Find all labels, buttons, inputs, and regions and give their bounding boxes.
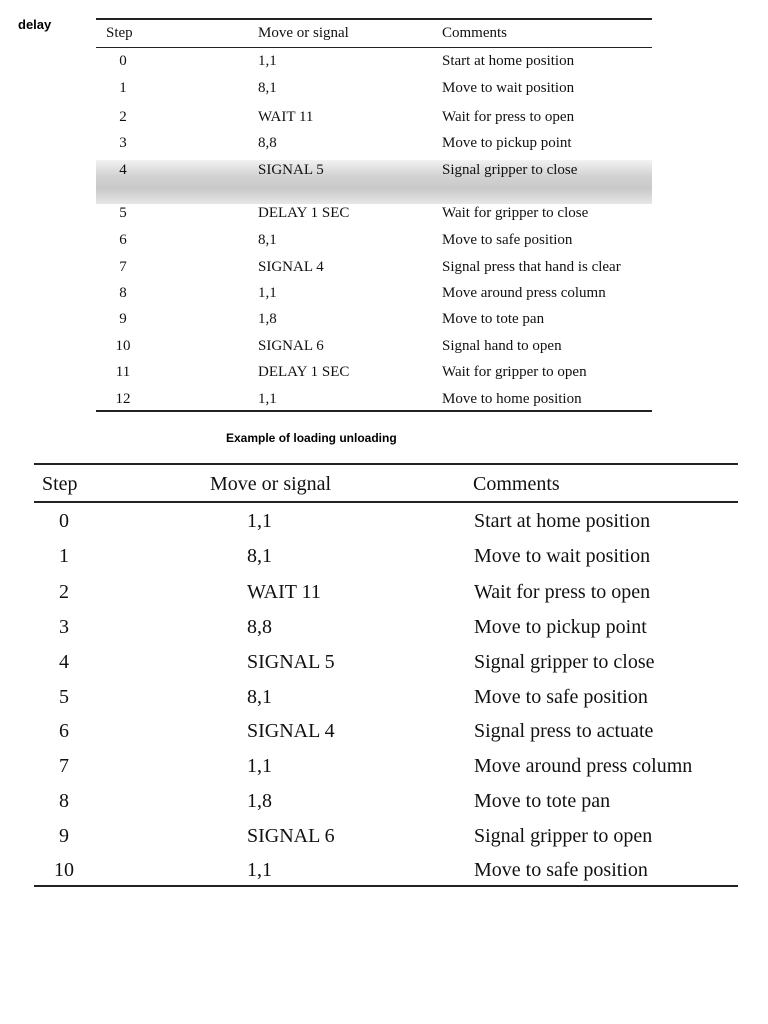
move-or-signal-cell: 1,1	[258, 285, 277, 301]
step-cell: 8	[119, 285, 127, 301]
table-row	[34, 786, 738, 816]
table-row	[96, 77, 652, 99]
comment-cell: Start at home position	[442, 53, 575, 69]
move-or-signal-cell: DELAY 1 SEC	[258, 364, 350, 380]
comment-cell: Move to home position	[442, 391, 582, 407]
comment-cell: Move to wait position	[442, 80, 575, 96]
table-row	[96, 361, 652, 383]
move-or-signal-cell: 1,1	[258, 53, 277, 69]
step-cell: 0	[59, 510, 69, 532]
move-or-signal-cell: 1,8	[258, 311, 277, 327]
move-or-signal-cell: SIGNAL 5	[247, 651, 335, 673]
step-cell: 5	[59, 686, 69, 708]
step-cell: 1	[119, 80, 127, 96]
step-cell: 7	[59, 755, 69, 777]
move-or-signal-cell: DELAY 1 SEC	[258, 205, 350, 221]
move-or-signal-cell: SIGNAL 5	[258, 162, 324, 178]
table-top-rule	[34, 463, 738, 465]
table-row	[96, 256, 652, 278]
step-cell: 3	[59, 616, 69, 638]
comment-cell: Wait for press to open	[474, 581, 651, 603]
table-bottom-rule	[34, 885, 738, 887]
step-cell: 5	[119, 205, 127, 221]
table-row	[96, 106, 652, 128]
table-row	[34, 855, 738, 885]
header-step: Step	[42, 473, 78, 495]
header-move-or-signal: Move or signal	[210, 473, 332, 495]
comment-cell: Start at home position	[474, 510, 651, 532]
move-or-signal-cell: 1,1	[258, 391, 277, 407]
table-row	[34, 682, 738, 712]
table-row	[96, 132, 652, 154]
move-or-signal-cell: 8,1	[258, 232, 277, 248]
table-row	[96, 308, 652, 330]
comment-cell: Signal gripper to open	[474, 825, 653, 847]
step-cell: 11	[115, 364, 131, 380]
header-move-or-signal: Move or signal	[258, 25, 349, 41]
table-row	[34, 541, 738, 571]
step-cell: 12	[115, 391, 131, 407]
table-bottom-rule	[96, 410, 652, 412]
move-or-signal-cell: 8,8	[247, 616, 272, 638]
table-row	[96, 229, 652, 251]
header-step: Step	[106, 25, 133, 41]
table-row	[34, 716, 738, 746]
comment-cell: Wait for press to open	[442, 109, 575, 125]
move-or-signal-cell: 1,1	[247, 755, 272, 777]
comment-cell: Signal press that hand is clear	[442, 259, 621, 275]
table-top-rule	[96, 18, 652, 20]
comment-cell: Move to wait position	[474, 545, 651, 567]
move-or-signal-cell: 1,1	[247, 859, 272, 881]
move-or-signal-cell: SIGNAL 4	[247, 720, 335, 742]
comment-cell: Wait for gripper to close	[442, 205, 589, 221]
step-cell: 9	[119, 311, 127, 327]
move-or-signal-cell: WAIT 11	[258, 109, 314, 125]
table-row	[34, 751, 738, 781]
table-row	[96, 159, 652, 181]
step-cell: 6	[119, 232, 127, 248]
move-or-signal-cell: 8,1	[247, 686, 272, 708]
step-cell: 10	[54, 859, 74, 881]
step-cell: 9	[59, 825, 69, 847]
table-row	[34, 577, 738, 607]
table-header-rule	[96, 47, 652, 48]
table-header-row	[34, 469, 738, 499]
table-header-row	[96, 22, 652, 44]
move-or-signal-cell: 8,8	[258, 135, 277, 151]
page-heading: delay	[18, 17, 52, 32]
step-cell: 0	[119, 53, 127, 69]
table-header-rule	[34, 501, 738, 503]
table-row	[96, 388, 652, 410]
header-comments: Comments	[473, 473, 560, 495]
figure-caption: Example of loading unloading	[226, 431, 397, 445]
table-row	[96, 282, 652, 304]
step-cell: 10	[115, 338, 131, 354]
comment-cell: Signal gripper to close	[474, 651, 655, 673]
comment-cell: Move around press column	[442, 285, 606, 301]
loading-unloading-table	[34, 463, 738, 888]
step-cell: 4	[119, 162, 127, 178]
comment-cell: Signal press to actuate	[474, 720, 654, 742]
comment-cell: Move to pickup point	[474, 616, 647, 638]
table-row	[96, 202, 652, 224]
table-row	[96, 50, 652, 72]
move-or-signal-cell: 8,1	[258, 80, 277, 96]
comment-cell: Wait for gripper to open	[442, 364, 587, 380]
step-cell: 3	[119, 135, 127, 151]
step-cell: 2	[119, 109, 127, 125]
step-cell: 8	[59, 790, 69, 812]
step-cell: 6	[59, 720, 69, 742]
comment-cell: Move to safe position	[474, 859, 648, 881]
comment-cell: Signal gripper to close	[442, 162, 578, 178]
move-or-signal-cell: 8,1	[247, 545, 272, 567]
delay-program-table	[96, 18, 652, 412]
comment-cell: Signal hand to open	[442, 338, 562, 354]
comment-cell: Move around press column	[474, 755, 693, 777]
move-or-signal-cell: 1,8	[247, 790, 272, 812]
comment-cell: Move to tote pan	[442, 311, 545, 327]
step-cell: 7	[119, 259, 127, 275]
move-or-signal-cell: SIGNAL 4	[258, 259, 324, 275]
move-or-signal-cell: WAIT 11	[247, 581, 321, 603]
step-cell: 4	[59, 651, 69, 673]
comment-cell: Move to safe position	[474, 686, 648, 708]
comment-cell: Move to tote pan	[474, 790, 611, 812]
table-row	[34, 821, 738, 851]
step-cell: 1	[59, 545, 69, 567]
move-or-signal-cell: 1,1	[247, 510, 272, 532]
comment-cell: Move to safe position	[442, 232, 573, 248]
table-row	[34, 612, 738, 642]
step-cell: 2	[59, 581, 69, 603]
table-row	[34, 506, 738, 536]
comment-cell: Move to pickup point	[442, 135, 572, 151]
move-or-signal-cell: SIGNAL 6	[258, 338, 324, 354]
table-row	[34, 647, 738, 677]
table-row	[96, 335, 652, 357]
header-comments: Comments	[442, 25, 508, 41]
move-or-signal-cell: SIGNAL 6	[247, 825, 335, 847]
